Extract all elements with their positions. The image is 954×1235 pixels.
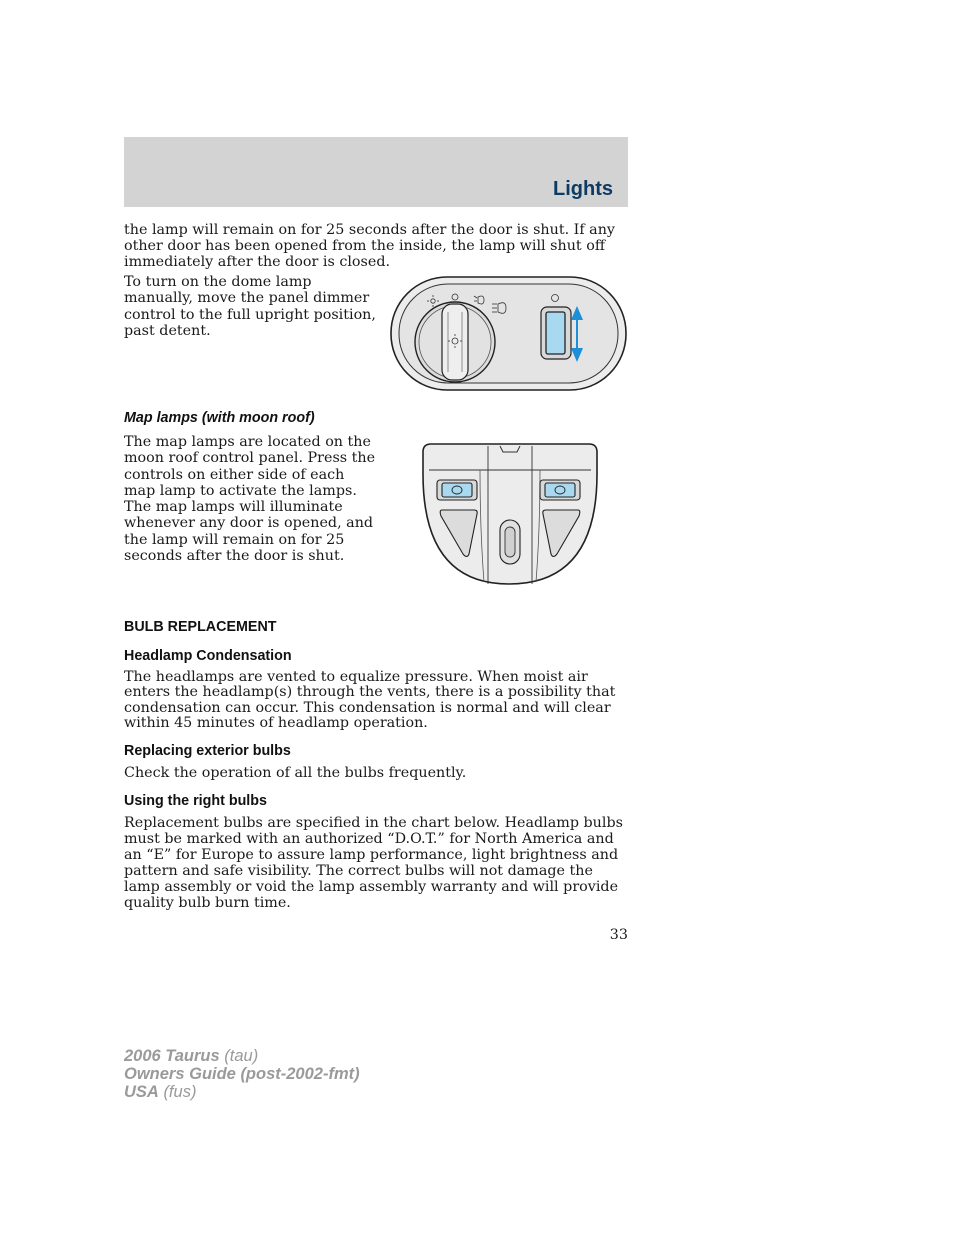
headlamp-control-illustration xyxy=(388,274,630,394)
replacing-exterior-heading: Replacing exterior bulbs xyxy=(124,743,291,759)
page-number: 33 xyxy=(609,927,628,943)
using-right-bulbs-heading: Using the right bulbs xyxy=(124,793,267,809)
left-map-lamp-button xyxy=(442,483,472,497)
replacing-paragraph: Check the operation of all the bulbs frequently. xyxy=(124,765,467,781)
headlamp-condensation-heading: Headlamp Condensation xyxy=(124,648,292,664)
footer-guide: Owners Guide (post-2002-fmt) xyxy=(124,1065,360,1083)
condensation-paragraph: The headlamps are vented to equalize pressure. When moist air enters the headlamp(s) through the vents, there is a possibility that condensation can occur. This condensation is normal and will clear within 45 minutes of headlamp operation. xyxy=(124,669,616,731)
bulb-replacement-heading: BULB REPLACEMENT xyxy=(124,619,277,635)
dome-manual-paragraph: To turn on the dome lamp manually, move the panel dimmer control to the full upright position, past detent. xyxy=(124,274,376,339)
footer-info xyxy=(124,1047,360,1101)
dimmer-wheel xyxy=(546,312,565,354)
right-map-lamp-button xyxy=(545,483,575,497)
intro-paragraph: the lamp will remain on for 25 seconds after the door is shut. If any other door has been opened from the inside, the lamp will shut off immediately after the door is closed. xyxy=(124,222,615,270)
page-title: Lights xyxy=(553,178,613,200)
map-lamp-panel-illustration xyxy=(420,440,600,590)
header-band xyxy=(124,137,628,207)
footer-region: USA xyxy=(124,1083,159,1101)
map-lamps-paragraph: The map lamps are located on the moon roof control panel. Press the controls on either side of each map lamp to activate the lamps. The map lamps will illuminate whenever any door is opened, and the lamp will remain on for 25 seconds after the door is shut. xyxy=(124,434,376,565)
footer-model-code: (tau) xyxy=(224,1047,259,1065)
map-lamps-heading: Map lamps (with moon roof) xyxy=(124,410,315,426)
right-bulbs-paragraph: Replacement bulbs are specified in the chart below. Headlamp bulbs must be marked with an authorized “D.O.T.” for North America and an “E” for Europe to assure lamp performance, light brightness and pattern and safe visibility. The correct bulbs will not damage the lamp assembly or void the lamp assembly warranty and will provide quality bulb burn time. xyxy=(124,815,623,911)
footer-model: 2006 Taurus xyxy=(124,1047,220,1065)
footer-region-code: (fus) xyxy=(163,1083,197,1101)
